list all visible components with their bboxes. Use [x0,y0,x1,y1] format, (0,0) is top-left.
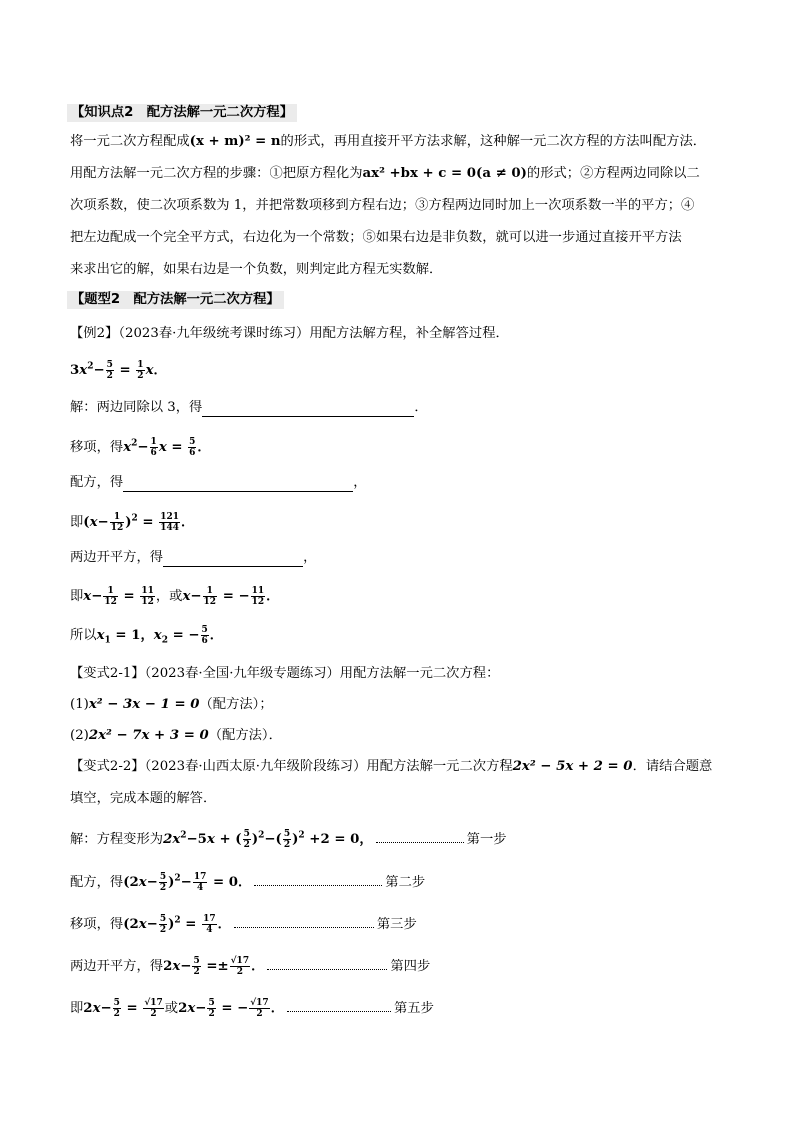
text: 两边开平方，得 [70,959,164,974]
op: = [114,363,136,378]
example-2-step-5 [70,549,316,567]
math-vertex-form: (x + m)² = n [189,134,281,149]
text: 即 [70,589,84,604]
dotted-leader [234,926,374,928]
text: 移项，得 [70,440,124,455]
text: ， [353,475,367,490]
step-label: 第四步 [390,959,431,974]
step-label: 第三步 [376,917,417,932]
text: (1) [70,697,89,712]
exp: 2 [87,361,94,372]
text: 【变式2-2】（2023春·山西太原·九年级阶段练习）用配方法解一元二次方程 [70,759,513,774]
coef: 3 [70,363,80,378]
fraction: $\frac{1}{2}$ [137,360,144,381]
fraction: $\frac{1}{12}$ [110,512,124,533]
variant-2-1-q2 [70,727,282,745]
var: x [79,363,88,378]
dotted-leader [254,884,382,886]
fraction: $\frac{5}{6}$ [201,625,208,646]
text: 即 [70,1001,84,1016]
text: 所以 [70,628,97,643]
text: 移项，得 [70,917,124,932]
punct: ． [153,363,167,378]
text: 配方，得 [70,475,124,490]
answer-blank-2[interactable] [123,477,353,492]
text: 配方，得 [70,875,124,890]
fraction: $\frac{5}{2}$ [106,360,113,381]
fraction: $\frac{11}{12}$ [141,586,154,607]
text: 解：方程变形为 [70,832,164,847]
example-2-title: 【例2】（2023春·九年级统考课时练习）用配方法解方程，补全解答过程． [70,326,509,341]
text: 将一元二次方程配成 [70,134,190,149]
text: 即 [70,515,84,530]
dotted-leader [267,968,387,970]
text: 或 [164,1001,179,1016]
variant-2-2-step-3: 移项，得(2x− $\frac{5}{2}$ )$^2$ = $\frac{17}{4}$ ． 第三步 [70,914,417,935]
kp-paragraph-line-4: 把左边配成一个完全平方式，右边化为一个常数；⑤如果右边是非负数，就可以进一步通过直接开平方法 [70,230,682,245]
question-type-heading: 【题型2 配方法解一元二次方程】 [67,291,284,309]
example-2-step-2: 移项，得$x^2-$ $\frac{1}{6}$ x = $\frac{5}{6}$ ． [70,437,211,458]
example-2-equation [70,360,167,381]
text: （配方法）； [199,697,273,712]
text: ， [303,550,317,565]
example-2-step-3 [70,474,366,492]
text: 的形式，再用直接开平方法求解，这种解一元二次方程的方法叫配方法． [280,134,707,149]
variant-2-2-step-4: 两边开平方，得2x− $\frac{5}{2}$ =± $\frac{√17}{2}$ ． 第四步 [70,956,431,977]
step-label: 第一步 [466,832,507,847]
variant-2-1-title: 【变式2-1】（2023春·全国·九年级专题练习）用配方法解一元二次方程： [70,666,500,681]
dotted-leader [287,1010,391,1012]
example-2-step-1 [70,399,428,417]
answer-blank-3[interactable] [163,552,303,567]
variant-2-1-q1 [70,696,273,714]
fraction: $\frac{121}{144}$ [160,512,179,533]
example-2-step-7: 所以$x_1 = 1$，$x_2$ = − $\frac{5}{6}$ ． [70,625,224,646]
text: (2) [70,728,89,743]
fraction: $\frac{1}{12}$ [104,586,117,607]
math-standard-form: ax² +bx + c = 0(a ≠ 0) [362,166,527,181]
text: ．请结合题意 [632,759,713,774]
kp-paragraph-line-3: 次项系数，使二次项系数为 1，并把常数项移到方程右边；③方程两边同时加上一次项系数一半的平方；④ [70,198,695,213]
op: − [93,363,105,378]
kp-paragraph-line-5: 来求出它的解，如果右边是一个负数，则判定此方程无实数解． [70,262,443,277]
fraction: $\frac{1}{6}$ [150,437,157,458]
step-label: 第五步 [394,1001,434,1016]
kp-paragraph-line-1 [70,133,706,151]
variant-2-2-title [70,758,712,776]
text: 解：两边同除以 3，得 [70,400,203,415]
fraction: $\frac{5}{6}$ [189,437,196,458]
variant-2-2-step-1: 解：方程变形为$2x^2-5x$ + ( $\frac{5}{2}$ )$^2$−( $\frac{5}{2}$ )$^2$ +2 = 0， 第一步 [70,829,507,850]
dotted-leader [376,841,464,843]
knowledge-point-heading: 【知识点2 配方法解一元二次方程】 [67,104,297,122]
text: ． [414,400,428,415]
example-2-step-6: 即x− $\frac{1}{12}$ = $\frac{11}{12}$ ，或x− $\frac{1}{12}$ = − $\frac{11}{12}$ ． [70,586,280,607]
example-2-step-4: 即(x− $\frac{1}{12}$ )$^2$ = $\frac{121}{144}$ ． [70,512,195,533]
text: 用配方法解一元二次方程的步骤：①把原方程化为 [70,166,363,181]
equation: 2x² − 7x + 3 = 0 [88,728,209,743]
text: （配方法）． [208,728,282,743]
text: ，或 [155,589,183,604]
variant-2-2-title-line-2: 填空，完成本题的解答． [70,791,217,806]
fraction: $\frac{11}{12}$ [251,586,265,607]
fraction: $\frac{1}{12}$ [203,586,217,607]
step-label: 第二步 [385,875,426,890]
answer-blank-1[interactable] [202,402,414,417]
variant-2-2-step-2: 配方，得(2x− $\frac{5}{2}$ )$^2$− $\frac{17}{4}$ = 0． 第二步 [70,872,426,893]
equation: 2x² − 5x + 2 = 0 [512,759,633,774]
variant-2-2-step-5: 即2x− $\frac{5}{2}$ = $\frac{√17}{2}$ 或2x− $\frac{5}{2}$ = − $\frac{√17}{2}$ ． 第五步 [70,998,434,1019]
text: 的形式；②方程两边同除以二 [526,166,700,181]
equation: x² − 3x − 1 = 0 [88,697,200,712]
var: x [145,363,154,378]
kp-paragraph-line-2 [70,165,700,183]
text: 两边开平方，得 [70,550,164,565]
